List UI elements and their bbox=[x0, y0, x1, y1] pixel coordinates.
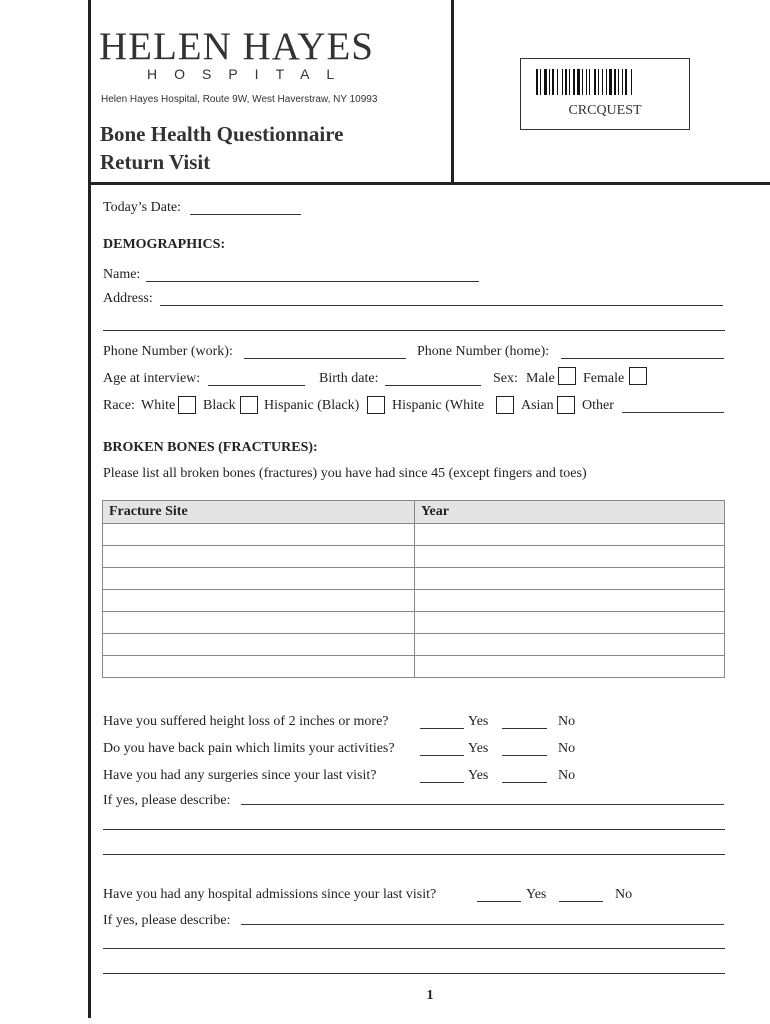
admissions-yes-field[interactable] bbox=[477, 901, 521, 902]
height-loss-yes-field[interactable] bbox=[420, 728, 464, 729]
form-title: Bone Health Questionnaire bbox=[100, 122, 344, 146]
surgeries-yes-label: Yes bbox=[468, 768, 489, 783]
admissions-no-label: No bbox=[615, 887, 633, 902]
fracture-year-cell[interactable] bbox=[415, 568, 725, 590]
race-white-checkbox[interactable] bbox=[178, 396, 196, 414]
table-row bbox=[103, 568, 725, 590]
name-label: Name: bbox=[103, 267, 141, 282]
column-header-year: Year bbox=[415, 501, 725, 524]
demographics-heading: DEMOGRAPHICS: bbox=[103, 237, 226, 252]
address-field-line1[interactable] bbox=[160, 305, 723, 306]
todays-date-label: Today’s Date: bbox=[103, 200, 181, 215]
phone-work-label: Phone Number (work): bbox=[103, 344, 233, 359]
surgeries-no-label: No bbox=[558, 768, 576, 783]
sex-female-label: Female bbox=[583, 371, 625, 386]
age-label: Age at interview: bbox=[103, 371, 201, 386]
sex-male-label: Male bbox=[526, 371, 555, 386]
barcode-box bbox=[520, 58, 690, 130]
fracture-site-cell[interactable] bbox=[103, 546, 415, 568]
surgeries-describe-line3[interactable] bbox=[103, 854, 725, 855]
sex-male-checkbox[interactable] bbox=[558, 367, 576, 385]
fracture-site-cell[interactable] bbox=[103, 524, 415, 546]
fracture-site-cell[interactable] bbox=[103, 612, 415, 634]
race-other-label: Other bbox=[582, 398, 614, 413]
surgeries-describe-line1[interactable] bbox=[241, 804, 724, 805]
admissions-yes-label: Yes bbox=[526, 887, 547, 902]
race-black-checkbox[interactable] bbox=[240, 396, 258, 414]
fracture-site-cell[interactable] bbox=[103, 634, 415, 656]
fracture-year-cell[interactable] bbox=[415, 590, 725, 612]
fractures-instruction: Please list all broken bones (fractures) you have had since 45 (except fingers and toes) bbox=[103, 466, 587, 481]
admissions-describe-label: If yes, please describe: bbox=[103, 913, 231, 928]
race-black-label: Black bbox=[203, 398, 236, 413]
form-subtitle: Return Visit bbox=[100, 150, 211, 174]
barcode-label: CRCQUEST bbox=[568, 103, 642, 118]
phone-home-field[interactable] bbox=[561, 358, 724, 359]
page-number: 1 bbox=[426, 988, 434, 1003]
sex-female-checkbox[interactable] bbox=[629, 367, 647, 385]
table-row bbox=[103, 546, 725, 568]
race-hispanic-black-label: Hispanic (Black) bbox=[264, 398, 360, 413]
race-label: Race: bbox=[103, 398, 135, 413]
birth-date-label: Birth date: bbox=[319, 371, 379, 386]
admissions-describe-line2[interactable] bbox=[103, 948, 725, 949]
question-height-loss: Have you suffered height loss of 2 inches or more? bbox=[103, 714, 389, 729]
surgeries-describe-line2[interactable] bbox=[103, 829, 725, 830]
hospital-logo-name: HELEN HAYES bbox=[99, 25, 374, 68]
admissions-no-field[interactable] bbox=[559, 901, 603, 902]
phone-home-label: Phone Number (home): bbox=[417, 344, 550, 359]
table-row bbox=[103, 590, 725, 612]
hospital-address: Helen Hayes Hospital, Route 9W, West Haverstraw, NY 10993 bbox=[101, 94, 378, 105]
height-loss-no-label: No bbox=[558, 714, 576, 729]
fracture-year-cell[interactable] bbox=[415, 524, 725, 546]
name-field[interactable] bbox=[146, 281, 479, 282]
surgeries-describe-label: If yes, please describe: bbox=[103, 793, 231, 808]
table-row bbox=[103, 612, 725, 634]
race-white-label: White bbox=[141, 398, 176, 413]
height-loss-no-field[interactable] bbox=[502, 728, 547, 729]
admissions-describe-line3[interactable] bbox=[103, 973, 725, 974]
address-label: Address: bbox=[103, 291, 153, 306]
address-field-line2[interactable] bbox=[103, 330, 725, 331]
question-surgeries: Have you had any surgeries since your last visit? bbox=[103, 768, 377, 783]
fracture-site-cell[interactable] bbox=[103, 590, 415, 612]
todays-date-field[interactable] bbox=[190, 214, 301, 215]
race-asian-checkbox[interactable] bbox=[557, 396, 575, 414]
question-hospital-admissions: Have you had any hospital admissions since your last visit? bbox=[103, 887, 437, 902]
fracture-year-cell[interactable] bbox=[415, 612, 725, 634]
fracture-site-cell[interactable] bbox=[103, 568, 415, 590]
age-field[interactable] bbox=[208, 385, 305, 386]
back-pain-yes-field[interactable] bbox=[420, 755, 464, 756]
table-header-row bbox=[103, 501, 725, 524]
fracture-year-cell[interactable] bbox=[415, 656, 725, 678]
race-hispanic-white-checkbox[interactable] bbox=[496, 396, 514, 414]
header-bottom-border bbox=[88, 182, 770, 185]
barcode-icon bbox=[536, 69, 674, 95]
fracture-year-cell[interactable] bbox=[415, 634, 725, 656]
column-header-fracture-site: Fracture Site bbox=[103, 501, 415, 524]
race-other-field[interactable] bbox=[622, 412, 724, 413]
back-pain-no-field[interactable] bbox=[502, 755, 547, 756]
sex-label: Sex: bbox=[493, 371, 518, 386]
table-row bbox=[103, 656, 725, 678]
race-hispanic-black-checkbox[interactable] bbox=[367, 396, 385, 414]
birth-date-field[interactable] bbox=[385, 385, 481, 386]
height-loss-yes-label: Yes bbox=[468, 714, 489, 729]
fracture-table bbox=[102, 500, 725, 678]
table-row bbox=[103, 524, 725, 546]
question-back-pain: Do you have back pain which limits your activities? bbox=[103, 741, 395, 756]
frame-left-border bbox=[88, 0, 91, 1018]
surgeries-yes-field[interactable] bbox=[420, 782, 464, 783]
table-row bbox=[103, 634, 725, 656]
hospital-logo-subtitle: HOSPITAL bbox=[147, 66, 352, 82]
race-asian-label: Asian bbox=[521, 398, 554, 413]
race-hispanic-white-label: Hispanic (White bbox=[392, 398, 485, 413]
fracture-site-cell[interactable] bbox=[103, 656, 415, 678]
admissions-describe-line1[interactable] bbox=[241, 924, 724, 925]
header-divider bbox=[451, 0, 454, 184]
surgeries-no-field[interactable] bbox=[502, 782, 547, 783]
fractures-heading: BROKEN BONES (FRACTURES): bbox=[103, 440, 318, 455]
back-pain-no-label: No bbox=[558, 741, 576, 756]
phone-work-field[interactable] bbox=[244, 358, 406, 359]
fracture-year-cell[interactable] bbox=[415, 546, 725, 568]
back-pain-yes-label: Yes bbox=[468, 741, 489, 756]
